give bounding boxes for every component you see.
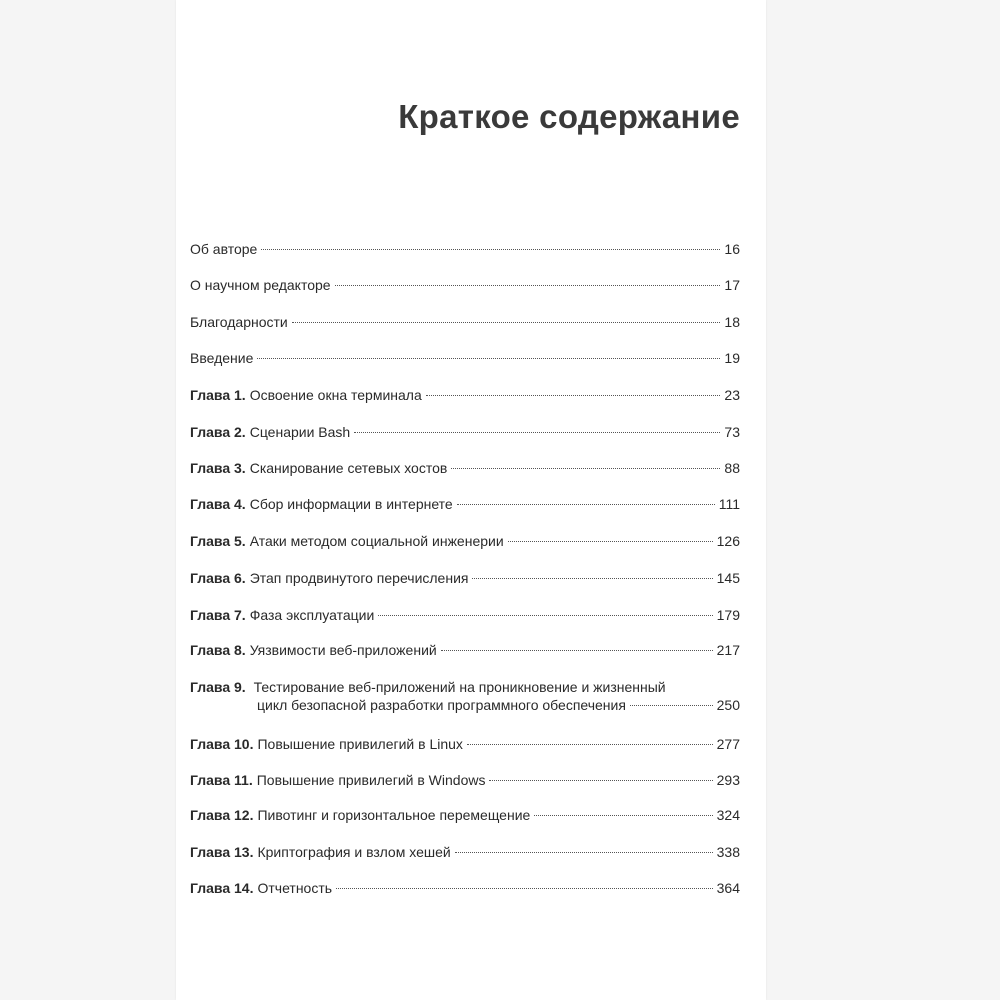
toc-entry-chapter-13[interactable] — [190, 843, 740, 861]
toc-entry-chapter-6[interactable] — [190, 569, 740, 587]
toc-page-number: 250 — [716, 697, 740, 713]
page-title: Краткое содержание — [398, 98, 740, 135]
toc-entry-chapter-10[interactable] — [190, 735, 740, 753]
leader-dots — [489, 780, 712, 781]
leader-dots — [534, 815, 712, 816]
toc-entry-title-line2: цикл безопасной разработки программного обеспечения — [257, 697, 626, 713]
chapter-label: Глава 7. — [190, 607, 246, 623]
toc-entry-title: О научном редакторе — [190, 277, 331, 293]
toc-entry-chapter-4[interactable] — [190, 495, 740, 513]
toc-entry-title: Сценарии Bash — [249, 424, 351, 440]
chapter-label: Глава 1. — [190, 387, 246, 403]
leader-dots — [257, 358, 720, 359]
leader-dots — [508, 541, 713, 542]
toc-page-number: 293 — [716, 772, 740, 788]
toc-entry-title: Сканирование сетевых хостов — [249, 460, 448, 476]
toc-page-number: 16 — [724, 241, 740, 257]
toc-entry-introduction[interactable] — [190, 349, 740, 367]
toc-page-number: 126 — [716, 533, 740, 549]
toc-entry-title: Атаки методом социальной инженерии — [249, 533, 504, 549]
leader-dots — [426, 395, 721, 396]
chapter-label: Глава 8. — [190, 642, 246, 658]
toc-entry-title: Фаза эксплуатации — [249, 607, 375, 623]
leader-dots — [261, 249, 720, 250]
toc-entry-chapter-2[interactable] — [190, 423, 740, 441]
toc-entry-science-editor[interactable] — [190, 276, 740, 294]
chapter-label: Глава 2. — [190, 424, 246, 440]
chapter-label: Глава 12. — [190, 807, 254, 823]
chapter-label: Глава 10. — [190, 736, 254, 752]
toc-entry-title: Уязвимости веб-приложений — [249, 642, 437, 658]
toc-entry-title: Освоение окна терминала — [249, 387, 422, 403]
toc-page-number: 73 — [724, 424, 740, 440]
toc-entry-title: Криптография и взлом хешей — [257, 844, 451, 860]
toc-page-number: 88 — [724, 460, 740, 476]
leader-dots — [336, 888, 713, 889]
toc-entry-chapter-11[interactable] — [190, 771, 740, 789]
toc-page-number: 364 — [716, 880, 740, 896]
chapter-label: Глава 5. — [190, 533, 246, 549]
toc-page-number: 145 — [716, 570, 740, 586]
toc-page-number: 217 — [716, 642, 740, 658]
toc-page-number: 338 — [716, 844, 740, 860]
toc-entry-title: Об авторе — [190, 241, 258, 257]
toc-entry-title: Благодарности — [190, 314, 288, 330]
toc-entry-chapter-7[interactable] — [190, 606, 740, 624]
toc-entry-title-line1: Тестирование веб-приложений на проникновение и жизненный — [253, 679, 666, 695]
toc-page-number: 277 — [716, 736, 740, 752]
leader-dots — [292, 322, 721, 323]
toc-entry-chapter-1[interactable] — [190, 386, 740, 404]
toc-entry-chapter-8[interactable] — [190, 641, 740, 659]
toc-entry-about-author[interactable] — [190, 240, 740, 258]
toc-page-number: 18 — [724, 314, 740, 330]
toc-entry-chapter-12[interactable] — [190, 806, 740, 824]
toc-entry-chapter-9[interactable] — [190, 678, 740, 714]
chapter-label: Глава 3. — [190, 460, 246, 476]
toc-entry-chapter-3[interactable] — [190, 459, 740, 477]
toc-entry-chapter-14[interactable] — [190, 879, 740, 897]
leader-dots — [467, 744, 713, 745]
toc-entry-title: Сбор информации в интернете — [249, 496, 453, 512]
toc-entry-title: Повышение привилегий в Linux — [257, 736, 463, 752]
chapter-label: Глава 13. — [190, 844, 254, 860]
toc-entry-title: Повышение привилегий в Windows — [256, 772, 486, 788]
leader-dots — [455, 852, 713, 853]
toc-entry-chapter-5[interactable] — [190, 532, 740, 550]
toc-page-number: 17 — [724, 277, 740, 293]
toc-page-number: 111 — [718, 496, 740, 512]
leader-dots — [630, 705, 713, 706]
leader-dots — [354, 432, 720, 433]
leader-dots — [378, 615, 712, 616]
toc-page-number: 23 — [724, 387, 740, 403]
toc-page-number: 324 — [716, 807, 740, 823]
chapter-label: Глава 14. — [190, 880, 254, 896]
toc-entry-title: Введение — [190, 350, 254, 366]
toc-entry-acknowledgements[interactable] — [190, 313, 740, 331]
toc-entry-title: Этап продвинутого перечисления — [249, 570, 469, 586]
leader-dots — [451, 468, 720, 469]
leader-dots — [335, 285, 721, 286]
chapter-label: Глава 4. — [190, 496, 246, 512]
toc-entry-title: Пивотинг и горизонтальное перемещение — [257, 807, 531, 823]
toc-page-number: 179 — [716, 607, 740, 623]
chapter-label: Глава 9. — [190, 679, 246, 695]
toc-page-number: 19 — [724, 350, 740, 366]
leader-dots — [457, 504, 715, 505]
chapter-label: Глава 11. — [190, 772, 253, 788]
chapter-label: Глава 6. — [190, 570, 246, 586]
toc-entry-title: Отчетность — [257, 880, 333, 896]
leader-dots — [441, 650, 713, 651]
leader-dots — [472, 578, 712, 579]
